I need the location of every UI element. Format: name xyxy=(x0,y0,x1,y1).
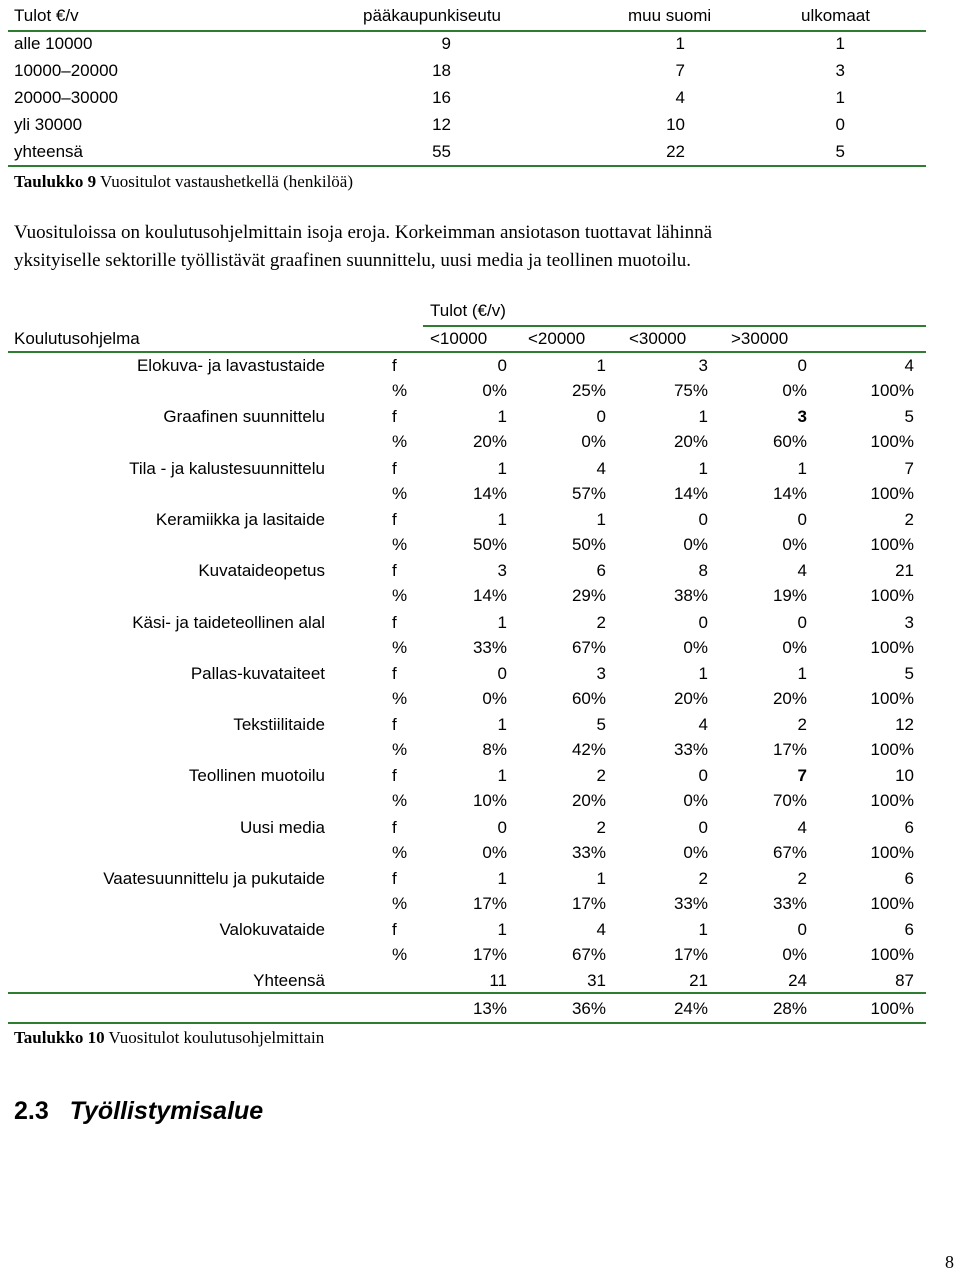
percent-label: % xyxy=(392,791,408,811)
frequency-label: f xyxy=(392,561,397,581)
table-row xyxy=(0,791,960,815)
frequency-cell: 8 xyxy=(698,561,708,581)
table-row xyxy=(0,61,960,85)
table9-caption-number: Taulukko 9 xyxy=(14,172,97,191)
table-row xyxy=(0,115,960,139)
frequency-cell: 3 xyxy=(797,407,807,427)
frequency-cell: 6 xyxy=(904,920,914,940)
program-name: Valokuvataide xyxy=(219,920,325,940)
table-row xyxy=(0,432,960,456)
total-percent-cell: 36% xyxy=(571,999,606,1018)
percent-cell: 50% xyxy=(472,534,507,554)
program-name: Keramiikka ja lasitaide xyxy=(155,509,325,529)
percent-cell: 100% xyxy=(870,894,914,913)
table-row xyxy=(0,613,960,637)
total-frequency-cell: 31 xyxy=(587,971,606,990)
percent-label: % xyxy=(392,637,408,657)
frequency-cell: 4 xyxy=(596,458,606,478)
total-percent-cell: 100% xyxy=(870,999,914,1018)
frequency-cell: 2 xyxy=(904,509,914,529)
frequency-cell: 2 xyxy=(698,869,708,888)
row-label: alle 10000 xyxy=(14,34,93,53)
row-label: yhteensä xyxy=(14,142,83,161)
body-paragraph xyxy=(14,219,712,275)
table-row xyxy=(0,689,960,713)
total-frequency-cell: 21 xyxy=(689,971,708,990)
frequency-cell: 0 xyxy=(797,612,807,632)
percent-cell: 0% xyxy=(683,842,708,862)
percent-cell: 14% xyxy=(772,483,807,503)
percent-cell: 100% xyxy=(870,688,914,708)
frequency-label: f xyxy=(392,817,397,837)
frequency-cell: 6 xyxy=(904,869,914,888)
table-row xyxy=(0,894,960,918)
table-cell: 1 xyxy=(675,34,685,53)
table-row xyxy=(0,535,960,559)
table-row xyxy=(0,920,960,944)
table-cell: 4 xyxy=(675,88,685,107)
table10-super-rule xyxy=(423,325,926,327)
percent-cell: 33% xyxy=(472,637,507,657)
table10-col-lt30000: <30000 xyxy=(629,329,687,348)
frequency-label: f xyxy=(392,663,397,683)
percent-label: % xyxy=(392,688,408,708)
frequency-cell: 1 xyxy=(497,920,507,940)
percent-cell: 100% xyxy=(870,637,914,657)
program-name: Käsi- ja taideteollinen alal xyxy=(132,612,325,632)
percent-cell: 14% xyxy=(472,586,507,606)
frequency-cell: 3 xyxy=(497,561,507,581)
percent-cell: 20% xyxy=(673,688,708,708)
table10-caption-number: Taulukko 10 xyxy=(14,1028,105,1047)
percent-cell: 100% xyxy=(870,483,914,503)
total-frequency-cell: 87 xyxy=(895,971,914,990)
table-cell: 10 xyxy=(666,115,685,134)
percent-cell: 100% xyxy=(870,586,914,606)
percent-label: % xyxy=(392,842,408,862)
frequency-label: f xyxy=(392,612,397,632)
page-number: 8 xyxy=(945,1252,954,1272)
frequency-cell: 2 xyxy=(596,612,606,632)
percent-cell: 17% xyxy=(673,945,708,965)
table-cell: 1 xyxy=(835,34,845,53)
frequency-cell: 0 xyxy=(698,509,708,529)
frequency-cell: 0 xyxy=(497,817,507,837)
percent-cell: 0% xyxy=(782,945,807,965)
percent-cell: 75% xyxy=(673,381,708,400)
frequency-label: f xyxy=(392,407,397,427)
table-cell: 12 xyxy=(432,115,451,134)
percent-cell: 67% xyxy=(571,637,606,657)
paragraph-line-1: Vuosituloissa on koulutusohjelmittain isoja eroja. Korkeimman ansiotason tuottavat lähinnä xyxy=(14,222,713,243)
percent-label: % xyxy=(392,381,408,400)
frequency-cell: 0 xyxy=(596,407,606,427)
frequency-cell: 1 xyxy=(698,663,708,683)
percent-cell: 0% xyxy=(683,791,708,811)
frequency-cell: 1 xyxy=(596,356,606,375)
table-row xyxy=(0,664,960,688)
percent-cell: 0% xyxy=(683,637,708,657)
percent-cell: 100% xyxy=(870,534,914,554)
table-cell: 7 xyxy=(675,61,685,80)
frequency-cell: 5 xyxy=(904,407,914,427)
percent-cell: 17% xyxy=(772,740,807,760)
percent-cell: 25% xyxy=(571,381,606,400)
table-row xyxy=(0,459,960,483)
percent-cell: 33% xyxy=(772,894,807,913)
percent-cell: 100% xyxy=(870,432,914,452)
frequency-cell: 0 xyxy=(797,920,807,940)
table-cell: 22 xyxy=(666,142,685,161)
frequency-cell: 1 xyxy=(698,920,708,940)
table-cell: 9 xyxy=(441,34,451,53)
percent-cell: 0% xyxy=(782,381,807,400)
percent-cell: 0% xyxy=(581,432,606,452)
frequency-cell: 5 xyxy=(596,715,606,735)
percent-cell: 17% xyxy=(472,894,507,913)
frequency-cell: 2 xyxy=(797,715,807,735)
frequency-label: f xyxy=(392,715,397,735)
table-row xyxy=(0,561,960,585)
frequency-cell: 7 xyxy=(904,458,914,478)
frequency-label: f xyxy=(392,509,397,529)
frequency-cell: 4 xyxy=(904,356,914,375)
row-label: yli 30000 xyxy=(14,115,83,134)
frequency-cell: 0 xyxy=(797,509,807,529)
frequency-cell: 2 xyxy=(596,766,606,786)
table10-bottom-rule xyxy=(8,1022,926,1024)
table-row xyxy=(0,945,960,969)
table-row xyxy=(0,843,960,867)
percent-cell: 19% xyxy=(772,586,807,606)
percent-cell: 42% xyxy=(571,740,606,760)
percent-cell: 10% xyxy=(472,791,507,811)
percent-cell: 0% xyxy=(782,637,807,657)
percent-cell: 17% xyxy=(571,894,606,913)
table-cell: 55 xyxy=(432,142,451,161)
percent-cell: 100% xyxy=(870,740,914,760)
table9-header-capital: pääkaupunkiseutu xyxy=(363,6,502,25)
table-row xyxy=(0,88,960,112)
table-cell: 1 xyxy=(835,88,845,107)
frequency-cell: 3 xyxy=(698,356,708,375)
table9-header-other-finland: muu suomi xyxy=(628,6,712,25)
program-name: Tekstiilitaide xyxy=(233,715,325,735)
table-row xyxy=(0,740,960,764)
frequency-cell: 1 xyxy=(497,509,507,529)
percent-label: % xyxy=(392,483,408,503)
frequency-cell: 4 xyxy=(698,715,708,735)
paragraph-line-2: yksityiselle sektorille työllistävät graafinen suunnittelu, uusi media ja teollinen muotoilu. xyxy=(14,250,692,271)
percent-cell: 14% xyxy=(472,483,507,503)
table9-caption xyxy=(14,172,353,192)
percent-cell: 20% xyxy=(772,688,807,708)
table-row xyxy=(0,381,960,405)
percent-cell: 67% xyxy=(571,945,606,965)
table10-super-header: Tulot (€/v) xyxy=(430,301,506,320)
table9-bottom-rule xyxy=(8,165,926,167)
percent-cell: 38% xyxy=(673,586,708,606)
program-name: Tila - ja kalustesuunnittelu xyxy=(129,458,325,478)
percent-label: % xyxy=(392,740,408,760)
percent-cell: 100% xyxy=(870,945,914,965)
table10-caption-text: Vuositulot koulutusohjelmittain xyxy=(108,1028,325,1047)
percent-cell: 60% xyxy=(772,432,807,452)
frequency-cell: 1 xyxy=(698,458,708,478)
program-name: Graafinen suunnittelu xyxy=(163,407,325,427)
table-row xyxy=(0,142,960,166)
frequency-cell: 3 xyxy=(596,663,606,683)
table10-total-rule xyxy=(8,992,926,994)
frequency-cell: 4 xyxy=(596,920,606,940)
frequency-cell: 6 xyxy=(904,817,914,837)
program-name: Uusi media xyxy=(239,817,325,837)
percent-label: % xyxy=(392,894,408,913)
table10-caption xyxy=(14,1028,324,1048)
program-name: Elokuva- ja lavastustaide xyxy=(136,356,325,375)
percent-cell: 8% xyxy=(482,740,507,760)
frequency-cell: 1 xyxy=(596,869,606,888)
frequency-cell: 0 xyxy=(497,356,507,375)
percent-cell: 20% xyxy=(673,432,708,452)
table10-program-header: Koulutusohjelma xyxy=(14,329,140,348)
percent-cell: 14% xyxy=(673,483,708,503)
program-name: Teollinen muotoilu xyxy=(188,766,325,786)
table-row xyxy=(0,484,960,508)
percent-cell: 20% xyxy=(571,791,606,811)
table-cell: 18 xyxy=(432,61,451,80)
table-row xyxy=(0,638,960,662)
table-row xyxy=(0,34,960,58)
frequency-cell: 0 xyxy=(497,663,507,683)
frequency-label: f xyxy=(392,869,397,888)
frequency-cell: 1 xyxy=(698,407,708,427)
total-label: Yhteensä xyxy=(253,971,325,990)
percent-cell: 70% xyxy=(772,791,807,811)
table-cell: 16 xyxy=(432,88,451,107)
percent-cell: 33% xyxy=(571,842,606,862)
table-row xyxy=(0,510,960,534)
percent-cell: 29% xyxy=(571,586,606,606)
table-cell: 5 xyxy=(835,142,845,161)
table9-caption-text: Vuositulot vastaushetkellä (henkilöä) xyxy=(100,172,354,191)
program-name: Pallas-kuvataiteet xyxy=(190,663,325,683)
frequency-cell: 4 xyxy=(797,561,807,581)
frequency-cell: 1 xyxy=(497,715,507,735)
frequency-cell: 1 xyxy=(797,663,807,683)
program-name: Kuvataideopetus xyxy=(198,561,325,581)
section-heading xyxy=(14,1097,263,1126)
frequency-cell: 1 xyxy=(497,612,507,632)
table-row xyxy=(0,766,960,790)
frequency-cell: 1 xyxy=(497,458,507,478)
total-percent-row xyxy=(0,999,960,1023)
frequency-cell: 1 xyxy=(797,458,807,478)
table-cell: 0 xyxy=(835,115,845,134)
table9-header-income: Tulot €/v xyxy=(14,6,79,25)
total-frequency-cell: 24 xyxy=(788,971,807,990)
frequency-cell: 0 xyxy=(698,817,708,837)
frequency-cell: 2 xyxy=(596,817,606,837)
table-row xyxy=(0,715,960,739)
percent-cell: 57% xyxy=(571,483,606,503)
frequency-cell: 10 xyxy=(895,766,914,786)
percent-cell: 50% xyxy=(571,534,606,554)
table-row xyxy=(0,407,960,431)
frequency-cell: 1 xyxy=(497,869,507,888)
table10-header-rule xyxy=(8,351,926,353)
frequency-cell: 3 xyxy=(904,612,914,632)
section-number: 2.3 xyxy=(14,1097,49,1125)
frequency-label: f xyxy=(392,920,397,940)
program-name: Vaatesuunnittelu ja pukutaide xyxy=(103,869,325,888)
table-row xyxy=(0,356,960,380)
section-title: Työllistymisalue xyxy=(69,1097,264,1125)
frequency-cell: 2 xyxy=(797,869,807,888)
table10-col-gt30000: >30000 xyxy=(731,329,789,348)
row-label: 10000–20000 xyxy=(14,61,119,80)
percent-cell: 0% xyxy=(482,381,507,400)
percent-label: % xyxy=(392,586,408,606)
frequency-cell: 0 xyxy=(698,766,708,786)
frequency-cell: 1 xyxy=(497,407,507,427)
percent-cell: 0% xyxy=(482,688,507,708)
table10-col-lt20000: <20000 xyxy=(528,329,586,348)
table-row xyxy=(0,869,960,893)
frequency-cell: 5 xyxy=(904,663,914,683)
frequency-label: f xyxy=(392,356,397,375)
percent-cell: 0% xyxy=(782,534,807,554)
percent-label: % xyxy=(392,534,408,554)
percent-cell: 20% xyxy=(472,432,507,452)
percent-cell: 0% xyxy=(482,842,507,862)
percent-label: % xyxy=(392,945,408,965)
percent-cell: 33% xyxy=(673,894,708,913)
percent-cell: 33% xyxy=(673,740,708,760)
frequency-cell: 6 xyxy=(596,561,606,581)
percent-label: % xyxy=(392,432,408,452)
table-row xyxy=(0,818,960,842)
percent-cell: 100% xyxy=(870,791,914,811)
frequency-label: f xyxy=(392,458,397,478)
percent-cell: 17% xyxy=(472,945,507,965)
frequency-cell: 0 xyxy=(698,612,708,632)
total-percent-cell: 28% xyxy=(772,999,807,1018)
frequency-cell: 1 xyxy=(497,766,507,786)
table10-col-lt10000: <10000 xyxy=(430,329,488,348)
frequency-cell: 0 xyxy=(797,356,807,375)
percent-cell: 67% xyxy=(772,842,807,862)
frequency-cell: 7 xyxy=(797,766,807,786)
row-label: 20000–30000 xyxy=(14,88,119,107)
frequency-label: f xyxy=(392,766,397,786)
frequency-cell: 1 xyxy=(596,509,606,529)
total-frequency-cell: 11 xyxy=(489,971,507,990)
percent-cell: 100% xyxy=(870,381,914,400)
frequency-cell: 12 xyxy=(895,715,914,735)
table9-header-rule xyxy=(8,30,926,32)
frequency-cell: 21 xyxy=(895,561,914,581)
total-percent-cell: 13% xyxy=(472,999,507,1018)
percent-cell: 60% xyxy=(571,688,606,708)
table9-header-abroad: ulkomaat xyxy=(801,6,870,25)
table-cell: 3 xyxy=(835,61,845,80)
percent-cell: 100% xyxy=(870,842,914,862)
table-row xyxy=(0,586,960,610)
frequency-cell: 4 xyxy=(797,817,807,837)
total-percent-cell: 24% xyxy=(673,999,708,1018)
percent-cell: 0% xyxy=(683,534,708,554)
